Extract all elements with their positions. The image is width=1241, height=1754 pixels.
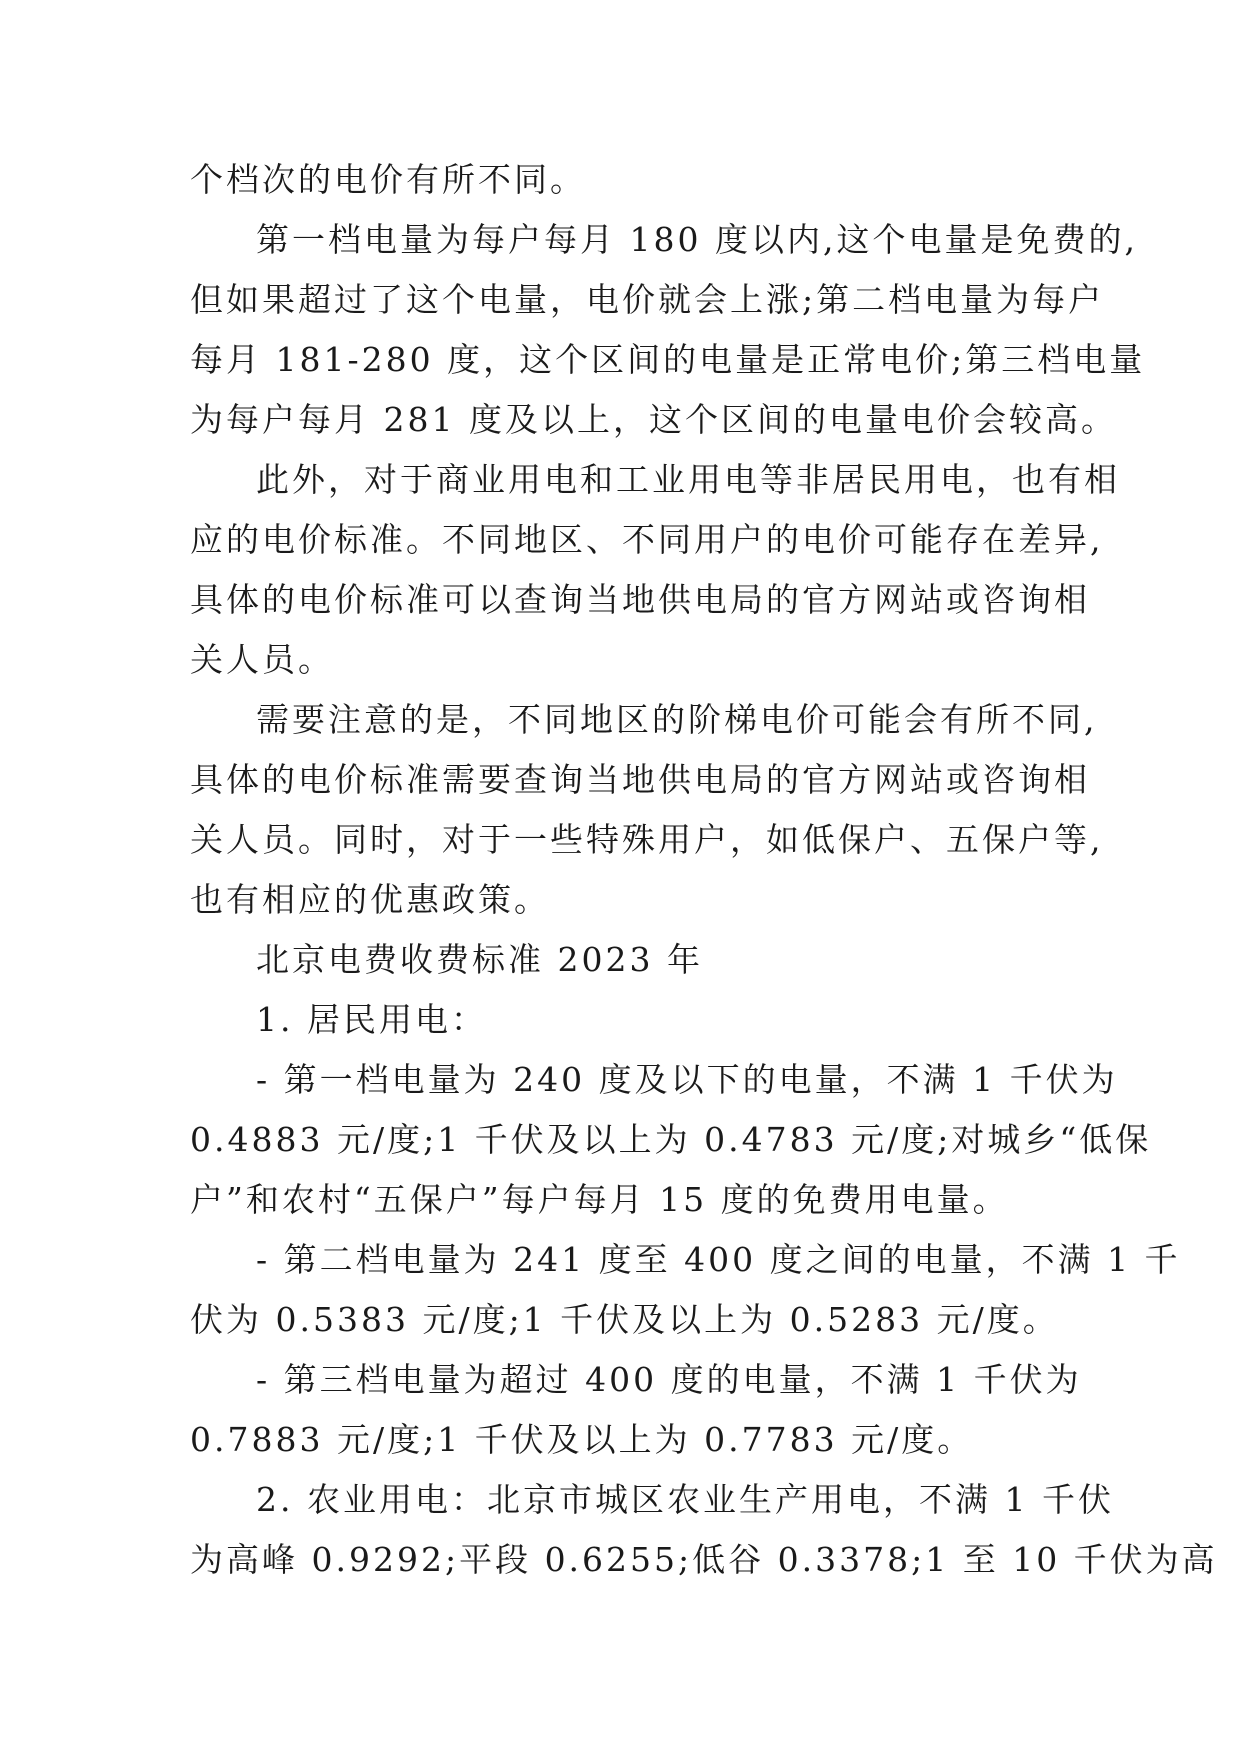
text-line: 北京电费收费标准 2023 年 — [256, 940, 703, 979]
text-line: 第一档电量为每户每月 180 度以内,这个电量是免费的, — [256, 220, 1138, 259]
text-line: - 第二档电量为 241 度至 400 度之间的电量，不满 1 千 — [256, 1240, 1181, 1279]
text-line: 需要注意的是，不同地区的阶梯电价可能会有所不同, — [256, 700, 1098, 739]
text-line: 关人员。 — [190, 640, 334, 679]
text-line: 2. 农业用电：北京市城区农业生产用电，不满 1 千伏 — [256, 1480, 1114, 1519]
text-line: - 第三档电量为超过 400 度的电量，不满 1 千伏为 — [256, 1360, 1082, 1399]
text-line: 每月 181-280 度，这个区间的电量是正常电价;第三档电量 — [190, 340, 1146, 379]
text-line: - 第一档电量为 240 度及以下的电量，不满 1 千伏为 — [256, 1060, 1118, 1099]
text-line: 0.7883 元/度;1 千伏及以上为 0.7783 元/度。 — [190, 1420, 974, 1459]
text-line: 为高峰 0.9292;平段 0.6255;低谷 0.3378;1 至 10 千伏为高 — [190, 1540, 1218, 1579]
text-line: 0.4883 元/度;1 千伏及以上为 0.4783 元/度;对城乡“低保 — [190, 1120, 1152, 1159]
text-line: 应的电价标准。不同地区、不同用户的电价可能存在差异, — [190, 520, 1104, 559]
text-line: 此外，对于商业用电和工业用电等非居民用电，也有相 — [256, 460, 1120, 499]
text-line: 户”和农村“五保户”每户每月 15 度的免费用电量。 — [190, 1180, 1009, 1219]
text-line: 具体的电价标准可以查询当地供电局的官方网站或咨询相 — [190, 580, 1090, 619]
text-line: 具体的电价标准需要查询当地供电局的官方网站或咨询相 — [190, 760, 1090, 799]
text-line: 但如果超过了这个电量，电价就会上涨;第二档电量为每户 — [190, 280, 1105, 319]
text-line: 个档次的电价有所不同。 — [190, 160, 586, 199]
text-line: 关人员。同时，对于一些特殊用户，如低保户、五保户等, — [190, 820, 1104, 859]
document-body — [190, 150, 1218, 1590]
text-line: 1. 居民用电： — [256, 1000, 487, 1039]
text-line: 也有相应的优惠政策。 — [190, 880, 550, 919]
text-line: 伏为 0.5383 元/度;1 千伏及以上为 0.5283 元/度。 — [190, 1300, 1059, 1339]
text-line: 为每户每月 281 度及以上，这个区间的电量电价会较高。 — [190, 400, 1117, 439]
